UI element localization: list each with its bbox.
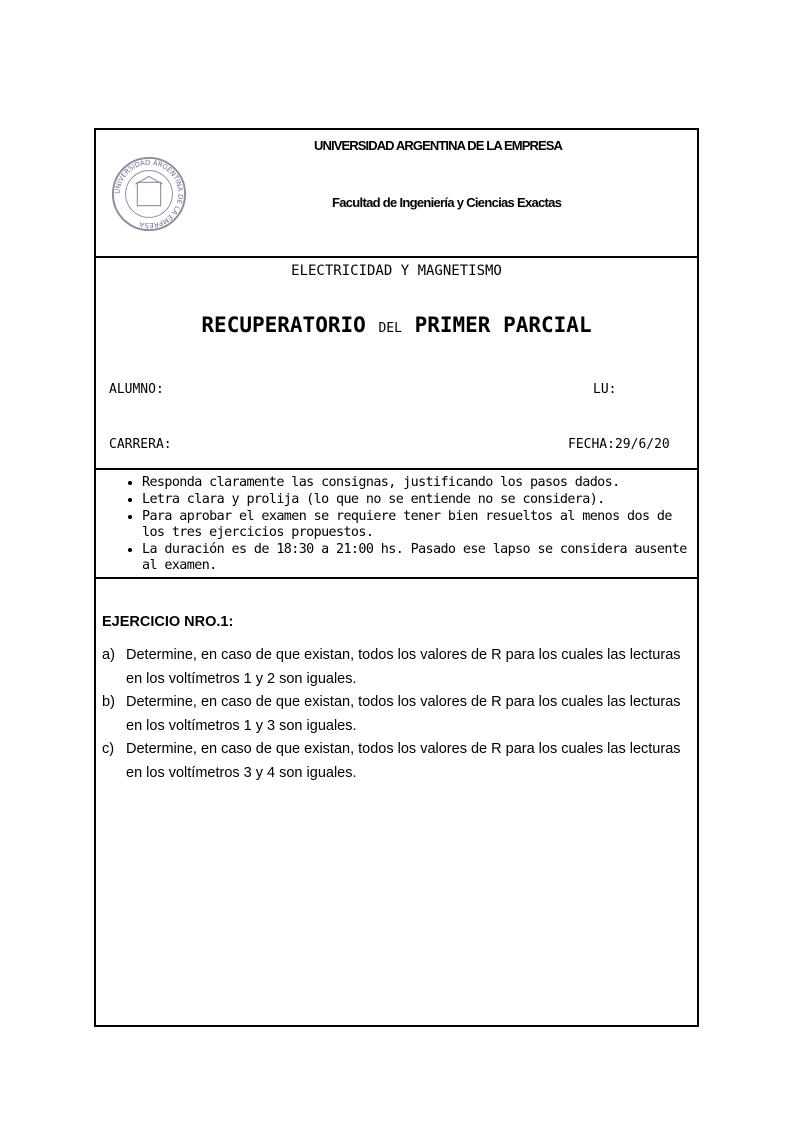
exercise-item [102, 691, 692, 738]
item-key: a) [102, 647, 115, 663]
svg-text:UNIVERSIDAD ARGENTINA DE LA EM: UNIVERSIDAD ARGENTINA DE LA EMPRESA [113, 158, 185, 230]
exercise-item [102, 738, 692, 785]
title-part: PRIMER PARCIAL [414, 313, 592, 337]
fecha-label: FECHA:29/6/20 [568, 437, 670, 452]
exercise-heading: EJERCICIO NRO.1: [102, 614, 234, 630]
item-key: b) [102, 694, 115, 710]
alumno-label: ALUMNO: [109, 382, 164, 397]
item-text: Determine, en caso de que existan, todos los valores de R para los cuales las lecturas en los voltímetros 1 y 2 son iguales. [126, 647, 681, 687]
exam-sheet [94, 128, 699, 1027]
instructions-list [96, 475, 697, 575]
carrera-label: CARRERA: [109, 437, 172, 452]
instruction-item: • Responda claramente las consignas, justificando los pasos dados. [142, 475, 697, 491]
instruction-item: • Para aprobar el examen se requiere tener bien resueltos al menos dos de los tres ejercicios propuestos. [142, 509, 697, 541]
exercise-1 [102, 614, 692, 785]
item-text: Determine, en caso de que existan, todos los valores de R para los cuales las lecturas en los voltímetros 1 y 3 son iguales. [126, 694, 681, 734]
faculty-name: Facultad de Ingeniería y Ciencias Exactas [332, 195, 562, 210]
subject: ELECTRICIDAD Y MAGNETISMO [291, 263, 502, 279]
exam-title [96, 313, 697, 337]
instructions-section [96, 470, 697, 579]
header-section [96, 130, 697, 258]
lu-label: LU: [593, 382, 617, 397]
university-seal-logo [110, 155, 188, 233]
item-key: c) [102, 741, 115, 757]
university-name: UNIVERSIDAD ARGENTINA DE LA EMPRESA [314, 138, 563, 153]
exercise-item [102, 644, 692, 691]
title-part: RECUPERATORIO [201, 313, 366, 337]
item-text: Determine, en caso de que existan, todos los valores de R para los cuales las lecturas en los voltímetros 3 y 4 son iguales. [126, 741, 681, 781]
exam-info-section [96, 257, 697, 470]
title-del: DEL [378, 321, 402, 336]
instruction-item: • La duración es de 18:30 a 21:00 hs. Pasado ese lapso se considera ausente al examen. [142, 542, 697, 574]
instruction-item: • Letra clara y prolija (lo que no se entiende no se considera). [142, 492, 697, 508]
